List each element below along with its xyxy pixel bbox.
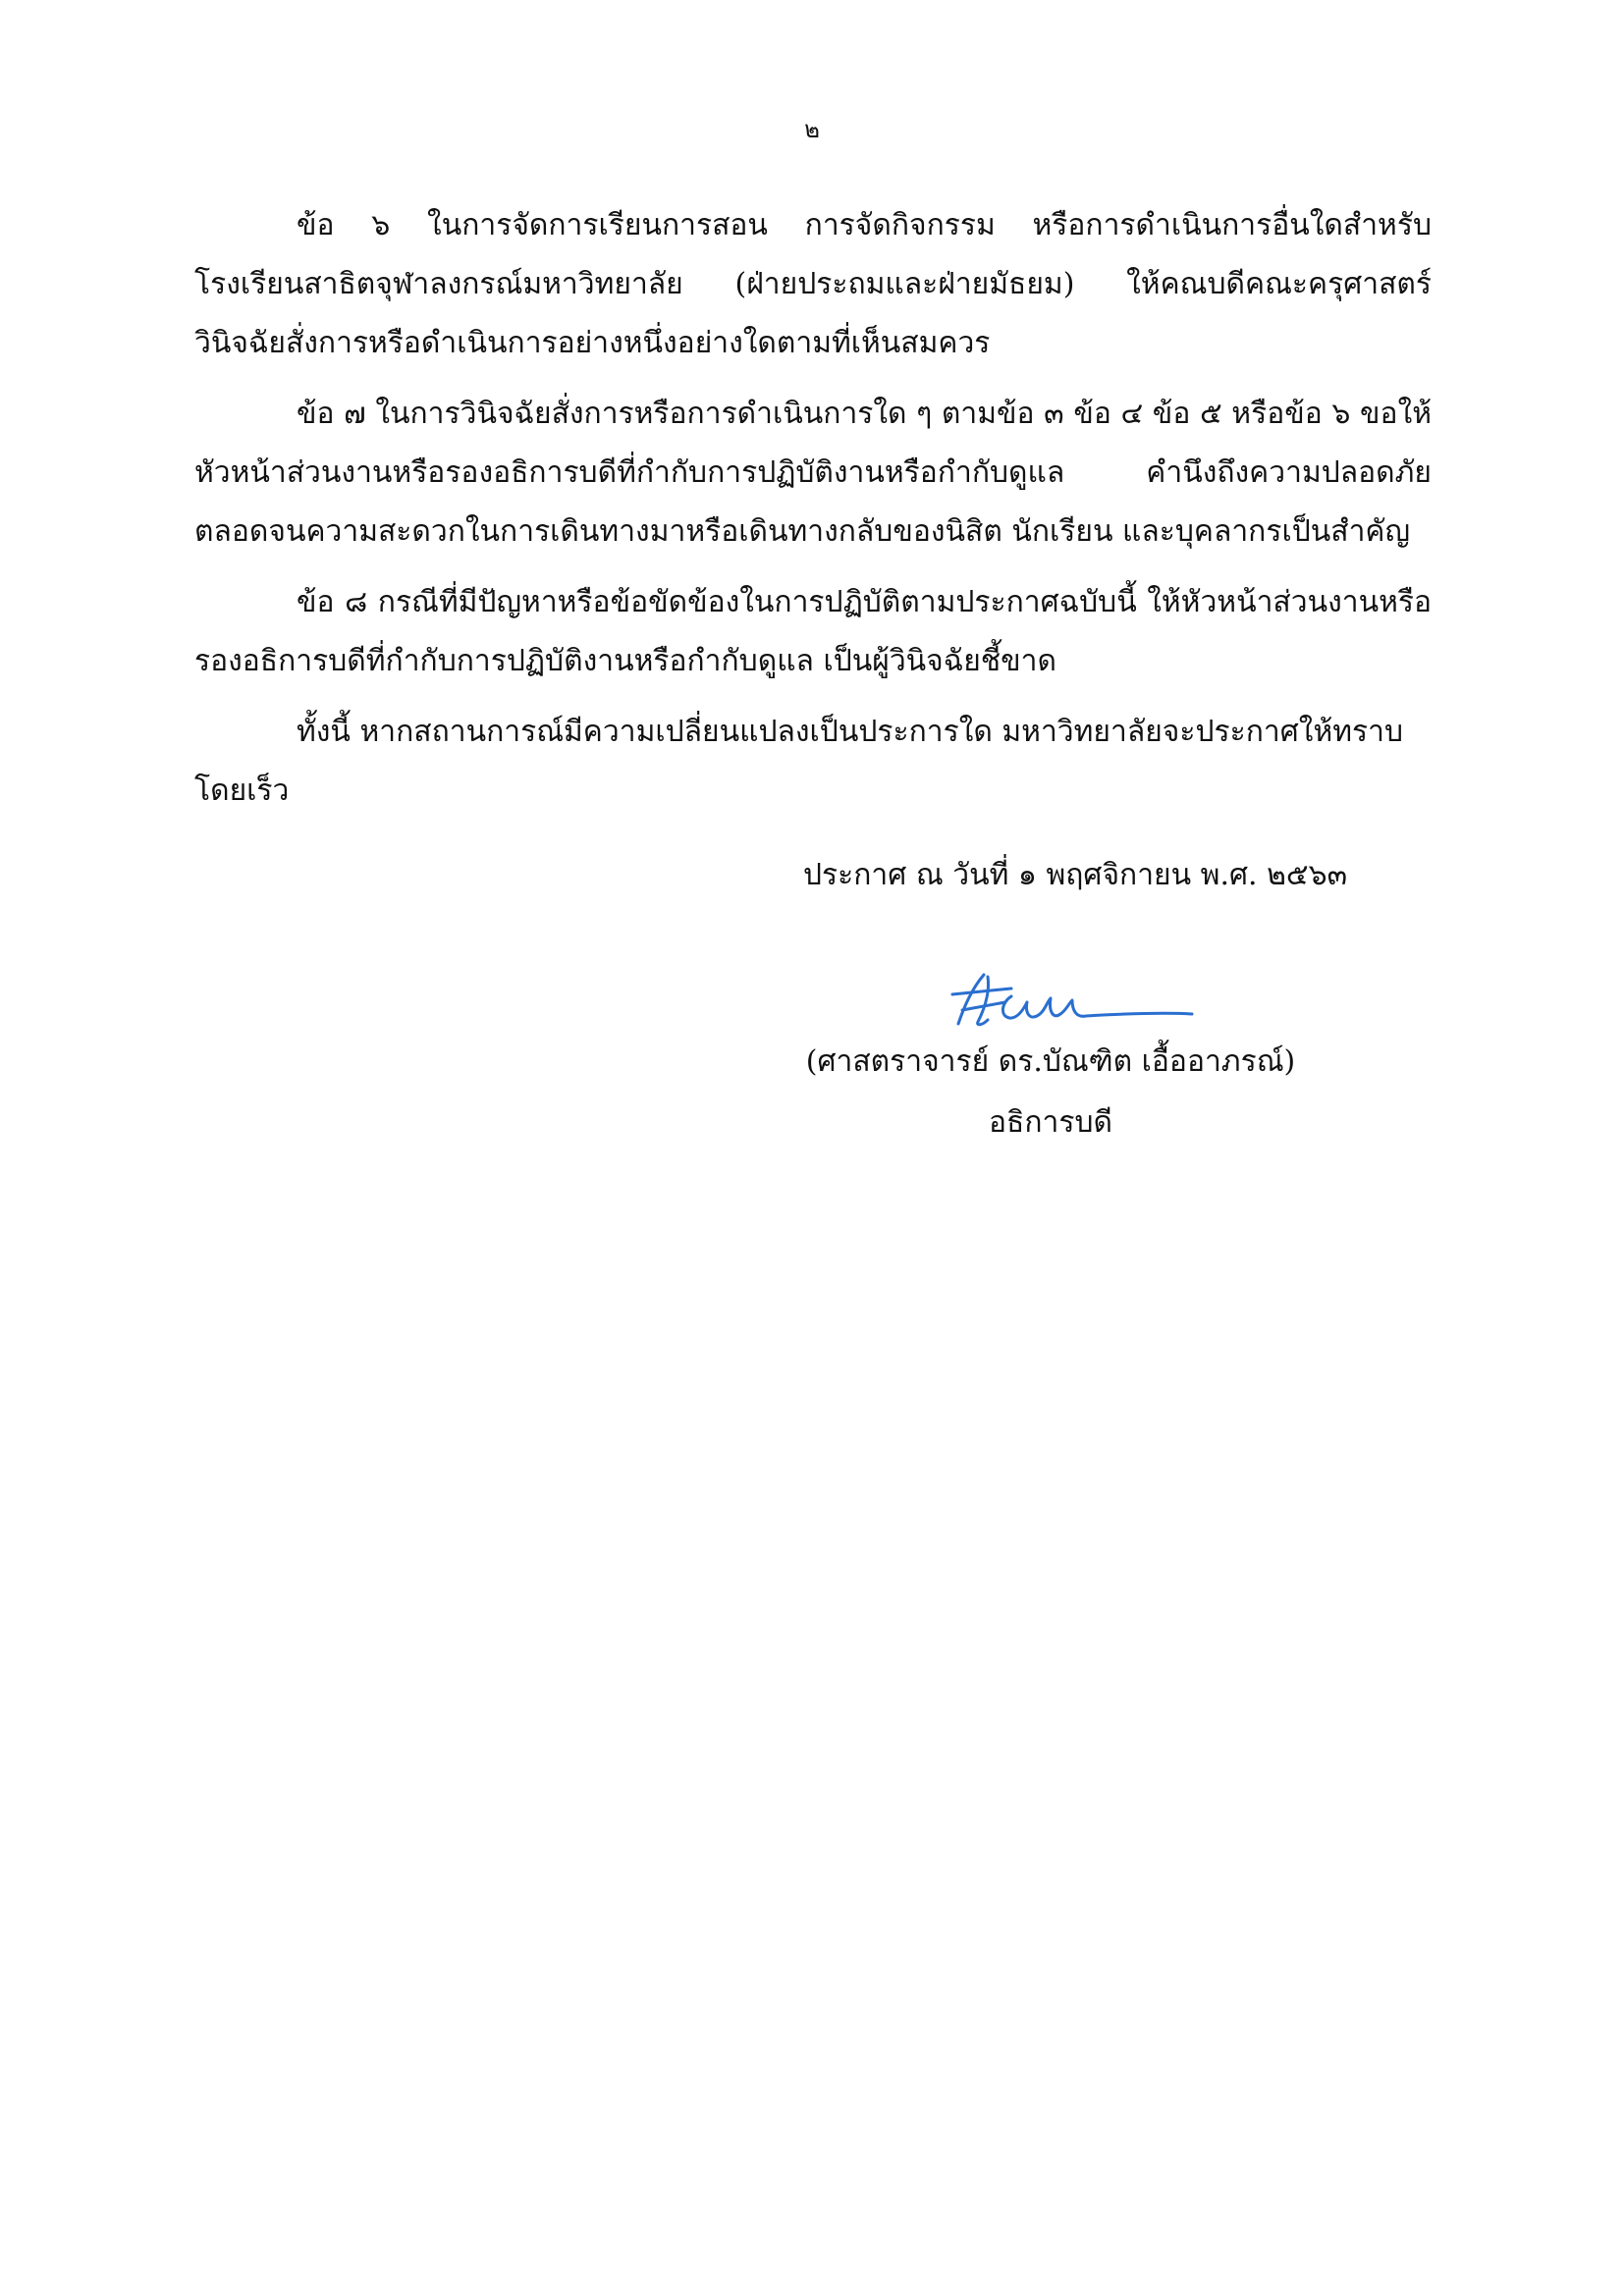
signer-name: (ศาสตราจารย์ ดร.บัณฑิต เอื้ออาภรณ์)	[805, 1044, 1296, 1079]
announcement-date: ประกาศ ณ วันที่ ๑ พฤศจิกายน พ.ศ. ๒๕๖๓	[803, 858, 1348, 892]
announcement-body	[194, 196, 1432, 821]
handwritten-signature	[943, 967, 1198, 1036]
signer-title: อธิการบดี	[989, 1105, 1112, 1140]
page-number: ๒	[804, 116, 820, 143]
clause-7: ข้อ ๗ ในการวินิจฉัยสั่งการหรือการดำเนินการใด ๆ ตามข้อ ๓ ข้อ ๔ ข้อ ๕ หรือข้อ ๖ ขอให้หัวหน้าส่วนงานหรือรองอธิการบดีที่กำกับการปฏิบัติงานหรือกำกับดูแล คำนึงถึงความปลอดภัยตลอดจนความสะดวกในการเดินทางมาหรือเดินทางกลับของนิสิต นักเรียน และบุคลากรเป็นสำคัญ	[194, 397, 1432, 549]
clause-8: ข้อ ๘ กรณีที่มีปัญหาหรือข้อขัดข้องในการปฏิบัติตามประกาศฉบับนี้ ให้หัวหน้าส่วนงานหรือรองอธิการบดีที่กำกับการปฏิบัติงานหรือกำกับดูแล เป็นผู้วินิจฉัยชี้ขาด	[194, 585, 1432, 678]
clause-6: ข้อ ๖ ในการจัดการเรียนการสอน การจัดกิจกรรม หรือการดำเนินการอื่นใดสำหรับโรงเรียนสาธิตจุฬาลงกรณ์มหาวิทยาลัย (ฝ่ายประถมและฝ่ายมัธยม) ให้คณบดีคณะครุศาสตร์ วินิจฉัยสั่งการหรือดำเนินการอย่างหนึ่งอย่างใดตามที่เห็นสมควร	[194, 208, 1432, 360]
closing-statement: ทั้งนี้ หากสถานการณ์มีความเปลี่ยนแปลงเป็นประการใด มหาวิทยาลัยจะประกาศให้ทราบโดยเร็ว	[194, 715, 1404, 808]
